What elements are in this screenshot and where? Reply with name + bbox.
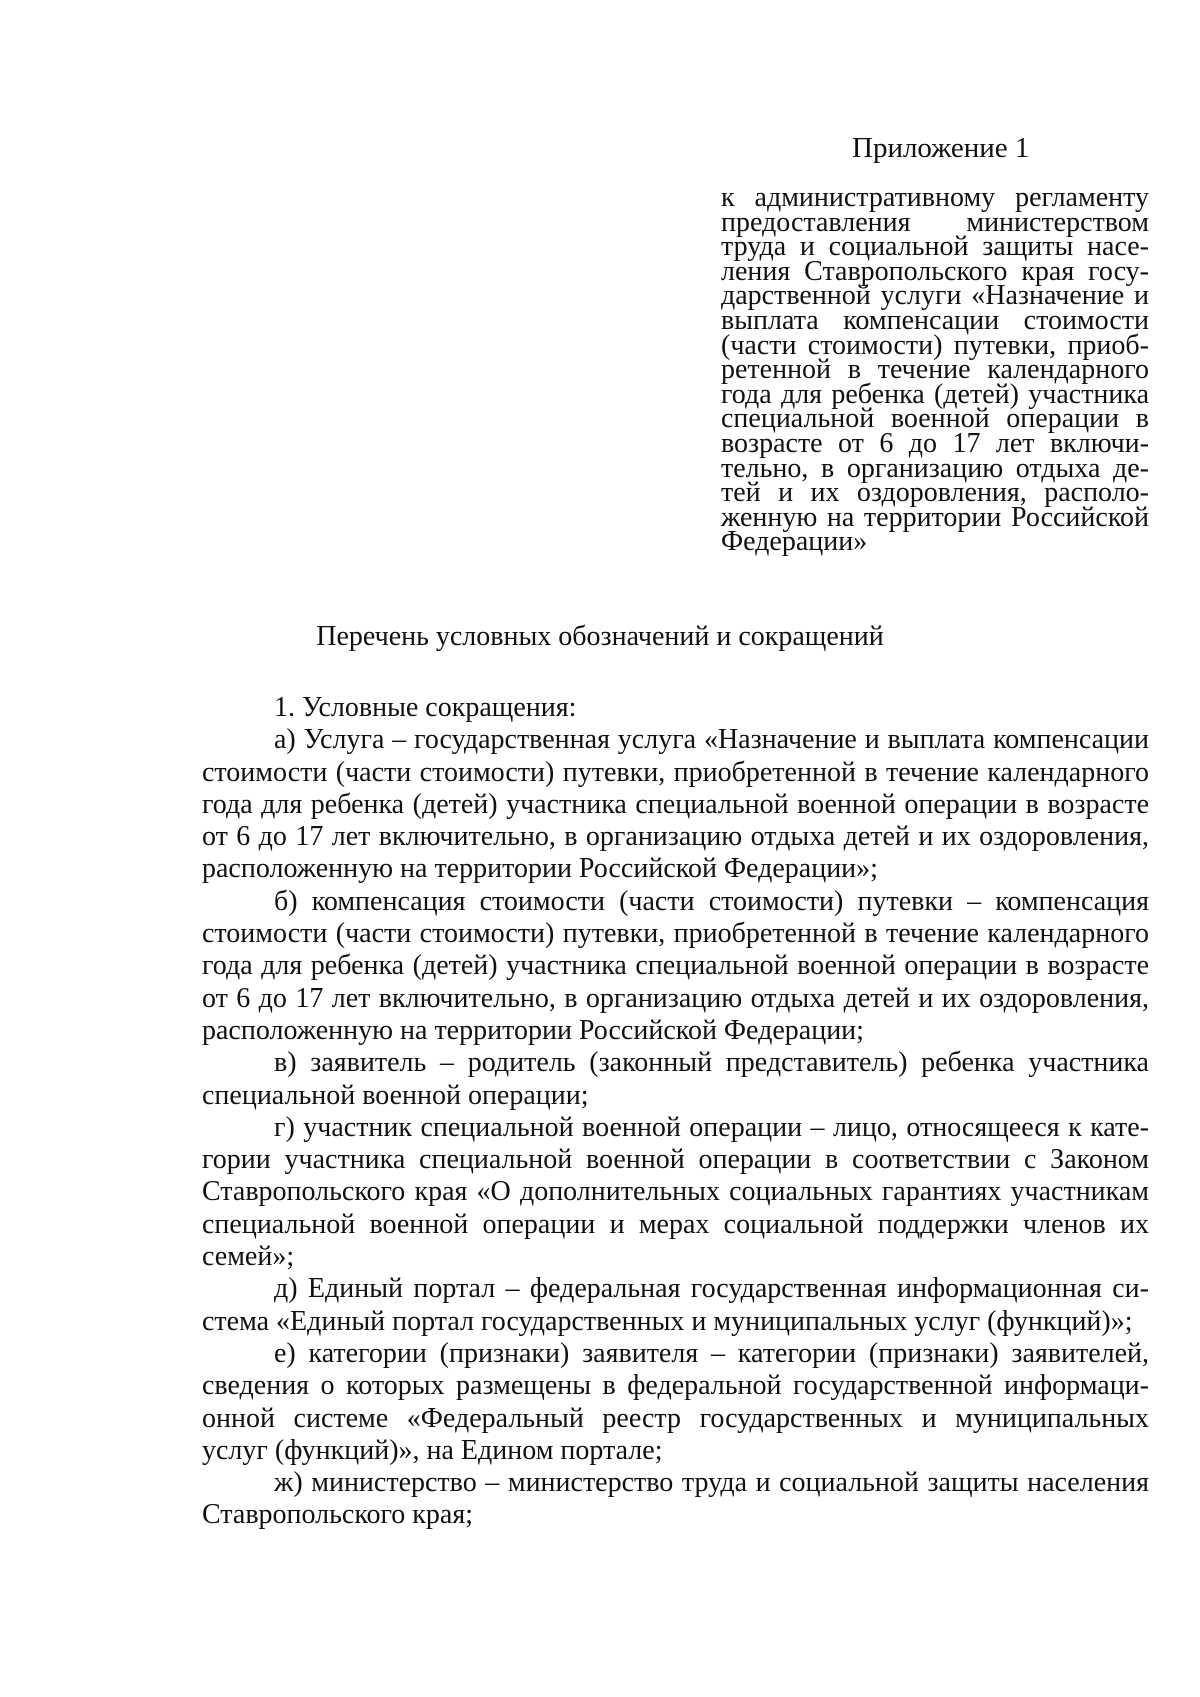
paragraph-abbreviations-heading: 1. Условные сокращения: <box>274 692 577 723</box>
paragraph-item-a: а) Услуга – государственная услуга «Назначение и выплата компенсации стоимости (части стоимости) путевки, приобретенной в течение календарного года для ребенка (детей) участника специальной военной операции в возрасте от 6 до 17 лет включительно, в организацию отдыха детей и их оздоровления, расположенную на территории Российской Федерации»; <box>202 724 1149 885</box>
paragraph-item-zh: ж) министерство – министерство труда и социальной защиты населения Ставропольского края; <box>202 1467 1149 1531</box>
appendix-title: Приложение 1 <box>852 132 1030 164</box>
paragraph-item-g: г) участник специальной военной операции – лицо, относящееся к категории участника специальной военной операции в соответствии с Законом Ставропольского края «О дополнительных социальных гарантиях участникам специальной военной операции и мерах социальной поддержки членов их семей»; <box>202 1111 1149 1273</box>
document-body <box>202 692 1149 1532</box>
appendix-reference: к административному регламенту предоставления министерством труда и социальной защиты населения Ставропольского края государственной услуги «Назначение и выплата компенсации стоимости (части стоимости) путевки, приобретенной в течение календарного года для ребенка (детей) участника специальной военной операции в возрасте от 6 до 17 лет включительно, в организацию отдыха детей и их оздоровления, расположенную на территории Российской Федерации» <box>721 182 1149 558</box>
paragraph-item-d: д) Единый портал – федеральная государственная информационная система «Единый портал государственных и муниципальных услуг (функций)»; <box>202 1273 1149 1337</box>
section-title: Перечень условных обозначений и сокращений <box>316 621 884 652</box>
paragraph-item-e: е) категории (признаки) заявителя – категории (признаки) заявителей, сведения о которых размещены в федеральной государственной информационной системе «Федеральный реестр государственных и муниципальных услуг (функций)», на Едином портале; <box>202 1337 1149 1466</box>
paragraph-item-v: в) заявитель – родитель (законный представитель) ребенка участника специальной военной операции; <box>202 1047 1149 1111</box>
paragraph-item-b: б) компенсация стоимости (части стоимости) путевки – компенсация стоимости (части стоимости) путевки, приобретенной в течение календарного года для ребенка (детей) участника специальной военной операции в возрасте от 6 до 17 лет включительно, в организацию отдыха детей и их оздоровления, расположенную на территории Российской Федерации; <box>202 885 1149 1046</box>
